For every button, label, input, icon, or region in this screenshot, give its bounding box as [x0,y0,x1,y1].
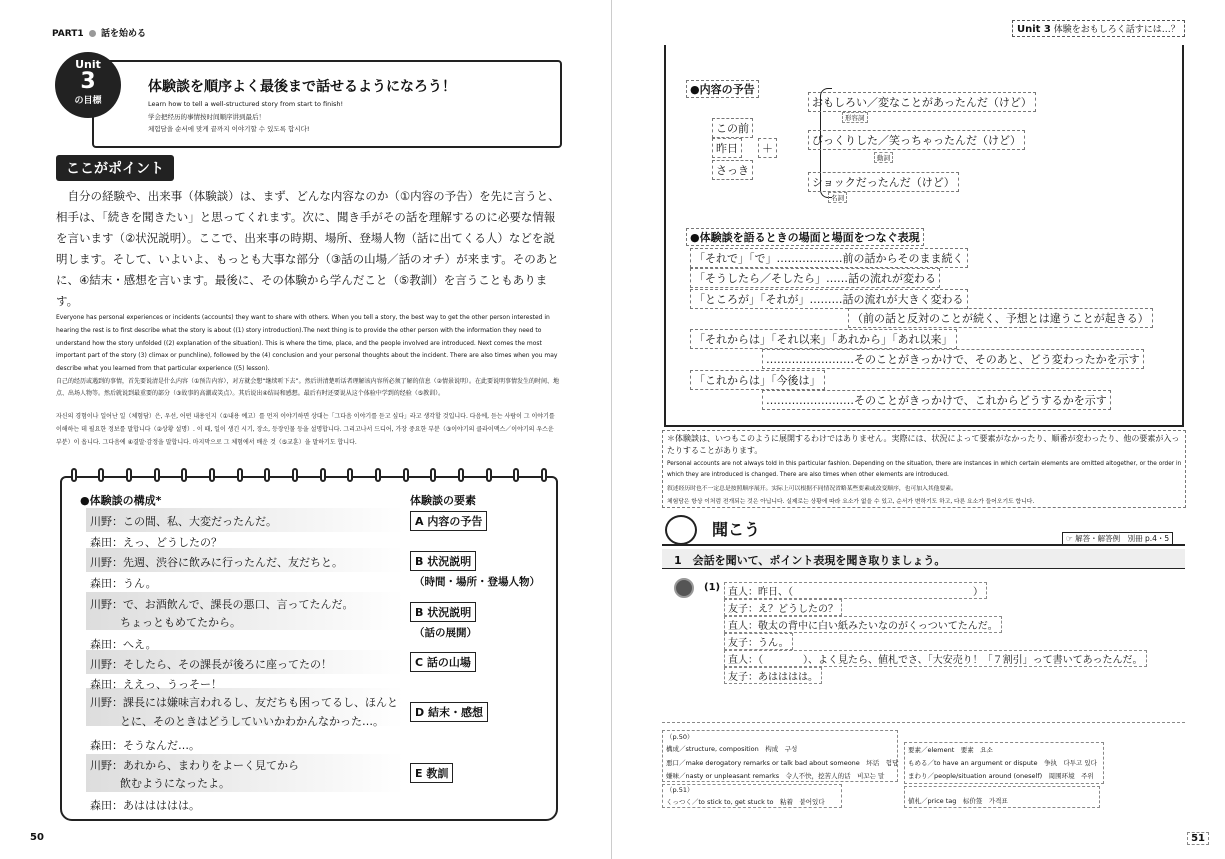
unit-word: Unit [75,58,101,71]
unit-goal-label: の目標 [74,96,102,106]
conversation-line: 森田：へえ。 [90,638,157,651]
element-sub: （時間・場所・登場人物） [414,576,540,588]
body-ko: 자신의 경험이나 일어난 일（체험담）은, 우선, 어떤 내용인지（①내용 예고）를 먼저 이야기하면 상대는「그다음 이야기를 듣고 싶다」라고 생각할 것입니다. 다음에, 듣는 사람이 그 이야기를 이해하는 데 필요한 정보를 말합니다（②상황 설명）. 이 때, 일이 생긴 시기, 장소, 등장인물 등을 설명합니다. 그리고나서 드디어, 가장 중요한 부분（③이야기의 클라이맥스／이야기의 우스운 부분）이 옵니다. 그다음에 ④결말·감정을 말합니다. 마지막으로 그 체험에서 배운 것（⑤교훈）을 말하기도 합니다. [56,413,555,446]
note-zh: 叙述经历时也不一定总是按照顺序展开。实际上可以根据不同情况省略某些要素或改变顺序，也可加入其他要素。 [667,486,957,492]
part-of-speech: 名詞 [828,192,847,203]
conversation-line: 飲むようになったよ。 [120,777,230,790]
element-tag: C 話の山場 [410,652,476,672]
vocab-item: 悪口／make derogatory remarks or talk bad about someone 坏话 험담 [666,759,899,767]
part-title: 話を始める [100,29,146,39]
notebook-rings [60,468,558,484]
connect-heading: ●体験談を語るときの場面と場面をつなぐ表現 [686,228,924,246]
element-tag: A 内容の予告 [410,511,487,531]
goal-en: Learn how to tell a well-structured story from start to finish! [148,100,344,108]
unit-badge [55,52,121,118]
ring-icon [430,468,436,482]
unit-tag-title: 体験をおもしろく話すには…？ [1053,25,1180,35]
unit-tag-unit: Unit 3 [1017,24,1051,35]
note-en: Personal accounts are not always told in this particular fashion. Depending on the situation, there are instances in which certain elements are omitted altogether, or the order in which they are introduced is changed. There are also times when other elements are introduced. [667,461,1182,478]
elements-heading: 体験談の要素 [410,494,476,507]
ring-icon [209,468,215,482]
task-instruction: 1 会話を聞いて、ポイント表現を聞き取りましょう。 [662,549,1185,569]
ring-icon [375,468,381,482]
dialogue-line: 直人：（ ）、よく見たら、値札でさ、「大安売り！「７割引」って書いてあったんだ。 [724,650,1147,667]
element-sub: （話の展開） [414,627,477,639]
dialogue-line: 友子：え？どうしたの？ [724,599,842,616]
bullet-icon [89,30,96,37]
conversation-line: 森田：ええっ、うっそー！ [90,678,222,691]
ring-icon [347,468,353,482]
ear-icon [665,515,697,545]
dialogue-line: 直人：昨日、（ ） [724,582,987,599]
conversation-line: 川野：この間、私、大変だったんだ。 [90,515,277,528]
part-header [52,26,146,39]
note-jp: ＊体験談は、いつもこのように展開するわけではありません。実際には、状況によって要素がなかったり、順番が変わったり、他の要素が入ったりすることがあります。 [667,434,1180,455]
preview-item: ショックだったんだ（けど） [808,172,959,192]
conversation-line: ちょっともめてたから。 [120,616,241,629]
dialogue-number: (1) [704,582,721,593]
connect-row: 「そうしたら／そしたら」……話の流れが変わる [690,268,940,288]
conversation-line: 森田：えっ、どうしたの？ [90,536,222,549]
body-en: Everyone has personal experiences or incidents (accounts) they want to share with others. When you tell a story, the best way to get the other person interested in hearing the rest is to first describe what the story is about ((1) story introduction).The next thing is to provide the other person with the information they need to understand how the story unfolded ((2) explanation of the situation). This is where the time, place, and the people involved are introduced. Next comes the most important part of the story (3) climax or punchline), followed by the (4) conclusion and your personal thoughts about the incident. There are also times when you may describe what you learned from that particular experience ((5) lesson). [56,314,558,373]
element-tag: D 結末・感想 [410,702,488,722]
cd-audio-icon[interactable] [674,578,694,598]
goal-zh: 学会把经历的事情按时间顺序讲到最后！ [148,113,265,121]
connect-row: ……………………そのことがきっかけで、これからどうするかを示す [762,390,1111,410]
conversation-heading: ●体験談の構成* [80,494,162,507]
ring-icon [126,468,132,482]
conversation-line: 川野：課長には嫌味言われるし、友だちも困ってるし、ほんと [90,696,398,709]
right-page [612,0,1225,859]
preview-item: おもしろい／変なことがあったんだ（けど） [808,92,1036,112]
connect-row: （前の話と反対のことが続く、予想とは違うことが起きる） [848,308,1153,328]
element-tag: E 教訓 [410,763,453,783]
part-of-speech: 形容詞 [842,112,868,123]
dialogue-line: 友子：うん。 [724,633,793,650]
left-page [0,0,612,859]
connect-row: ……………………そのことがきっかけで、そのあと、どう変わったかを示す [762,349,1144,369]
note-ko: 체험담은 항상 이처럼 전개되는 것은 아닙니다. 실제로는 상황에 따라 요소가 없을 수 있고, 순서가 변하기도 하고, 다른 요소가 들어오기도 합니다. [667,499,1035,505]
connect-row: 「これからは」「今後は」 [690,370,825,390]
vocab-item: くっつく／to stick to, get stuck to 粘着 붙어있다 [666,798,825,806]
ring-icon [403,468,409,482]
ring-icon [98,468,104,482]
connect-row: 「ところが」「それが」………話の流れが大きく変わる [690,289,968,309]
ring-icon [264,468,270,482]
conversation-line: 森田：そうなんだ…。 [90,739,200,752]
element-tag: B 状況説明 [410,602,476,622]
connect-row: 「それで」「で」………………前の話からそのまま続く [690,248,968,268]
conversation-line: 川野：で、お酒飲んで、課長の悪口、言ってたんだ。 [90,598,354,611]
ring-icon [181,468,187,482]
ring-icon [458,468,464,482]
ring-icon [292,468,298,482]
point-label: ここがポイント [56,155,174,181]
vocab-page-label: （p.50） [666,733,694,741]
body-jp-text: 自分の経験や、出来事（体験談）は、まず、どんな内容なのか（①内容の予告）を先に言うと、相手は、「続きを聞きたい」と思ってくれます。次に、聞き手がその話を理解するのに必要な情報を言います（②状況説明）。ここで、出来事の時期、場所、登場人物（話に出てくる人）などを説明します。そして、いよいよ、もっとも大事な部分（③話の山場／話のオチ）が来ます。そのあとに、④結末・感想を言います。最後に、その体験から学んだこと（⑤教訓）を言うこともあります。 [56,189,560,308]
unit-tag [1012,20,1185,37]
preview-heading: ●内容の予告 [686,80,759,98]
time-word: さっき [712,160,753,180]
divider [662,722,1185,723]
conversation-line: 川野：あれから、まわりをよーく見てから [90,759,299,772]
answer-reference: ☞ 解答・解答例 別冊 p.4・5 [1062,532,1173,545]
vocab-item: 構成／structure, composition 构成 구성 [666,745,798,753]
conversation-line: 森田：うん。 [90,577,157,590]
ring-icon [237,468,243,482]
conversation-line: 川野：先週、渋谷に飲みに行ったんだ、友だちと。 [90,556,343,569]
ring-icon [154,468,160,482]
conversation-line: 川野：そしたら、その課長が後ろに座ってたの！ [90,658,332,671]
ring-icon [320,468,326,482]
preview-item: びっくりした／笑っちゃったんだ（けど） [808,130,1025,150]
dialogue-line: 友子：あはははは。 [724,667,822,684]
part-of-speech: 動詞 [874,152,893,163]
vocab-page-label: （p.51） [666,786,694,794]
listen-title: 聞こう [712,520,761,539]
page-number: 51 [1187,832,1209,845]
vocab-item: 嫌味／nasty or unpleasant remarks 令人不快，挖苦人的话 비꼬는 말 [666,772,885,780]
plus-sign: ＋ [758,138,777,158]
conversation-line: 森田：あははははは。 [90,799,200,812]
ring-icon [71,468,77,482]
goal-title: 体験談を順序よく最後まで話せるようになろう！ [148,79,456,95]
conversation-line: とに、そのときはどうしていいかわかんなかった…。 [120,715,384,728]
ring-icon [486,468,492,482]
time-word: 昨日 [712,138,742,158]
body-jp [56,186,561,312]
part-label: PART1 [52,29,84,39]
ring-icon [541,468,547,482]
dialogue-line: 直人：敬太の背中に白い紙みたいなのがくっついてたんだ。 [724,616,1002,633]
time-word: この前 [712,118,753,138]
goal-ko: 체험담을 순서에 맞게 끝까지 이야기할 수 있도록 합시다! [148,125,310,133]
element-tag: B 状況説明 [410,551,476,571]
connect-row: 「それからは」「それ以来」「あれから」「あれ以来」 [690,329,957,349]
body-zh: 自己的经历或遇到的事情，首先要说清是什么内容（①预告内容），对方就会想“继续听下去”。然后讲清楚听话者理解该内容所必须了解的信息（②情景说明）。在此要说明事情发生的时间、地点、出场人物等。然后就说到最重要的部分（③故事的高潮或笑点）。其后说出④结局和感想。最后有时还要说从这个体验中学到的经验（⑤教训）。 [56,378,559,397]
vocab-item: 要素／element 要素 요소 [908,746,993,754]
vocab-item: もめる／to have an argument or dispute 争执 다투고 있다 [908,759,1097,767]
unit-number: 3 [80,69,96,94]
vocab-item: まわり／people/situation around (oneself) 周围环境 주위 [908,772,1094,780]
ring-icon [513,468,519,482]
page-number: 50 [30,832,44,843]
vocab-item: 値札／price tag 标价签 가격표 [908,797,1008,805]
